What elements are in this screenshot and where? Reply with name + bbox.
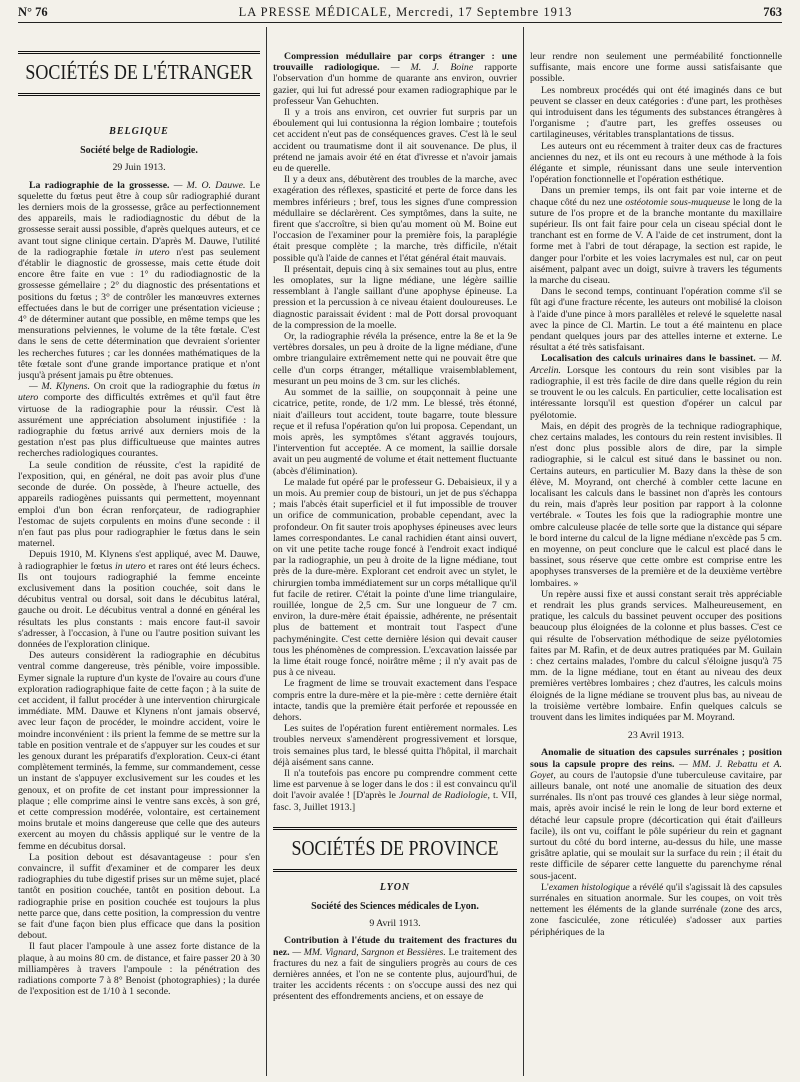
country-heading: BELGIQUE [109,126,169,137]
article-author: — MM. J. Rebattu et A. Goyet, [530,758,782,781]
emphasis-text: ostéotomie sous-muqueuse [625,196,731,208]
paragraph-text: comporte des difficultés extrêmes et qu'il faut être virtuose de la radiographie pour la réussir. C'est là assurément une appréciation absolument injustifiée : la radiographie du fœtus arrivé aux derniers mois de la gestation n'est pas plus difficultueuse que maintes autres recherches radiologiques courantes. [18,392,260,460]
paragraph: Les auteurs ont eu récemment à traiter deux cas de fractures anciennes du nez, et ils ont eu recours à une méthode à la fois élégante et simple, réunissant dans une seule intervention l'opération fonctionnelle et l'opération esthétique. [530,140,782,186]
session-date: 9 Avril 1913. [369,918,421,930]
paragraph: Il y a deux ans, débutèrent des troubles de la marche, avec exagération des réflexes, spasticité et perte de force dans les membres inférieurs ; bref, tous les signes d'une compression médullaire se déclarèrent. Ces symptômes, dans la suite, ne firent que s'accroître, si bien qu'au moment où M. Boine eut l'occasion de l'examiner pour la première fois, la paraplégie était presque complète ; la marche, très difficile, n'était possible qu'à l'aide de cannes et l'état général était mauvais. [273,174,517,264]
section-heading-etranger [18,51,260,96]
article-title: Contribution à l'étude du traitement des fractures du nez. [273,935,517,958]
emphasis-text: in utero [115,560,146,572]
article-fractures-nez [273,935,517,1002]
paragraph-continued: leur rendre non seulement une perméabilité fonctionnelle suffisante, mais encore une forme aussi satisfaisante que possible. [530,51,782,85]
paragraph: Les nombreux procédés qui ont été imaginés dans ce but peuvent se classer en deux catégories : d'une part, les prothèses qui introduisent dans les téguments des substances étrangères à l'organisme ; d'autre part, les greffes osseuses ou cartilagineuses, véritables transplantations de tissus. [530,84,782,141]
session-date: 29 Juin 1913. [112,162,166,174]
paragraph: La seule condition de réussite, c'est la rapidité de l'exposition, qui, en général, ne doit pas avoir plus d'une seconde de durée. On possède, à l'heure actuelle, des appareils radiogènes puissants qui permettent, moyennant emploi d'un bon écran renforçateur, de radiographier l'estomac de sujets corpulents en moins d'une seconde : il n'en faut pas plus pour radiographier le fœtus dans le sein maternel. [18,459,260,550]
article-author: — M. J. Boine [390,62,474,74]
journal-title-line: LA PRESSE MÉDICALE, Mercredi, 17 Septembre 1913 [238,5,573,19]
paragraph [18,549,260,650]
paragraph: Or, la radiographie révéla la présence, entre la 8e et la 9e vertèbres dorsales, un peu à droite de la ligne médiane, d'une ombre triangulaire extrêmement nette qui ne pouvait être que celle d'un corps étranger, métallique vraisemblablement, mesurant un peu moins de 3 cm. sur les clichés. [273,331,517,387]
page-header [18,3,782,23]
paragraph-text: le long de la suture de l'os propre et de la branche montante du maxillaire supérieur. Ils ont fait faire pour cela un ciseau spécial dont le tranchant est en forme de V. A l'aide de cet instrument, dont la forme met à l'abri de tout dérapage, la section est rapide, le danger pour l'orbite et les voies lacrymales est nul, car on peut aisément, palpant avec un doigt, suivre à travers les téguments la marche du ciseau. [530,196,782,287]
paragraph-text: au cours de l'autopsie d'une tuberculeuse cavitaire, par ailleurs banale, ont noté une anomalie de situation des deux surrénales. Ils n'ont pas trouvé ces glandes à leur siège normal, mais, après avoir incisé le rein le long de leur bord externe et détaché leur capsule propre (décortication qui était d'ailleurs facile), ils ont vu, coiffant le pôle supérieur du rein et gagnant surtout du côté du bord interne, au-dessus du hile, une masse grisâtre aplatie, qui se moulait sur la surface du rein ; il était du reste difficile de séparer cette languette du parenchyme rénal sous-jacent. [530,769,782,882]
paragraph: Il présentait, depuis cinq à six semaines tout au plus, entre les omoplates, sur la ligne médiane, une légère saillie ressemblant à l'angle saillant d'une apophyse épineuse. La pression et la percussion à ce niveau étaient douloureuses. Le diagnostic paraissait évident : mal de Pott dorsal provoquant de la compression de la moelle. [273,263,517,331]
article-title: Localisation des calculs urinaires dans le bassinet. [541,353,756,365]
paragraph-text: Lorsque les contours du rein sont visibles par la radiographie, il est très facile de dire dans quelle région du rein se trouvent le ou les calculs. En particulier, cette localisation est intéressante lorsqu'il est question d'opérer un calcul par pyélotomie. [530,364,782,421]
paragraph: Le malade fut opéré par le professeur G. Debaisieux, il y a un mois. Au premier coup de bistouri, un jet de pus s'échappa ; mais l'abcès était superficiel et il fut impossible de trouver un orifice de communication, probable cependant, avec la profondeur. On fit sauter trois apophyses épineuses avec leurs lames correspondantes. Le canal rachidien étant ainsi ouvert, on vit une petite tache rouge foncé à l'endroit exact indiqué par la radiographie, un peu à droite de la ligne médiane, tout près de la dure-mère. Explorant cet endroit avec un stylet, le chirurgien tomba immédiatement sur un corps métallique qu'il fut facile de retirer. C'était la pointe d'une lime triangulaire, rouillée, longue de 2,5 cm. Sur une longueur de 7 cm. environ, la dure-mère était épaissie, adhérente, ne présentait plus de battement et montrait tout l'aspect d'une pachyméningite. C'est cette dernière lésion qui devait causer tous les phénomènes de compression. L'excavation laissée par la lime était rouge foncé, noirâtre même ; il n'y avait pas de pus à ce niveau. [273,476,517,679]
paragraph [530,185,782,286]
paragraph-text: Le squelette du fœtus peut être à coup sûr radiographié durant les derniers mois de la grossesse, grâce au perfectionnement des appareils, mais le radiodiagnostic du début de la grossesse serait aussi possible, d'après quelques auteurs, et ce avant tout signe clinique certain. D'après M. Dauwe, l'utilité de la radiographie fœtale [18,179,260,258]
society-name: Société des Sciences médicales de Lyon. [311,901,479,913]
columns [18,27,782,1076]
paragraph: Les suites de l'opération furent entièrement normales. Les troubles nerveux s'amendèrent progressivement et lorsque, trois semaines plus tard, le blessé quitta l'hôpital, il marchait déjà aisément sans canne. [273,723,517,768]
article-compression-medullaire [273,51,517,107]
session-date: 23 Avril 1913. [627,730,685,742]
paragraph-text: Depuis 1910, M. Klynens s'est appliqué, avec M. Dauwe, à radiographier le fœtus [18,549,260,572]
column-3 [524,27,782,1076]
paragraph-text: On croit que la radiographie du fœtus [93,381,249,393]
paragraph-text: Il n'a toutefois pas encore pu comprendre comment cette lime est parvenue à se loger dans le dos : il est convaincu qu'il doit l'avoir avalée ! [D'après le [273,768,517,802]
paragraph [273,768,517,813]
paragraph-text: Le traitement des fractures du nez a fait de singuliers progrès au cours de ces dernières années, et l'on ne se contente plus, aujourd'hui, de traiter les accidents récents : on s'occupe aussi des nez qui présentent des effondrements anciens, et on essaye de [273,946,517,1003]
column-2 [267,27,524,1076]
paragraph: Un repère aussi fixe et aussi constant serait très appréciable et rendrait les plus grands services. Malheureusement, en pratique, les calculs du bassinet peuvent occuper des positions beaucoup plus éloignées de la colonne et plus basses. C'est ce qui résulte de l'observation méthodique de seize pyélotomies faites par M. Rafin, et de deux autres pratiquées par M. Guilain : chez certains malades, l'ombre du calcul s'éloigne jusqu'à 75 mm. de la ligne médiane, tout en étant au niveau des deux premières vertèbres lombaires ; chez d'autres, les calculs moins éloignés de la ligne médiane se trouvent plus bas, au niveau de la troisième vertèbre lombaire. Enfin quelques calculs se trouvent dans les limites indiquées par M. Moyrand. [530,588,782,723]
paragraph-text: n'est pas seulement d'établir le diagnostic de grossesse, mais cette étude doit encore être faite en vue : 1° du radiodiagnostic de la grossesse gémellaire ; 2° du diagnostic des présentations et positions du fœtus ; 3° de contrôler les manœuvres externes effectuées dans le but de corriger une présentation vicieuse ; 4° de déterminer autant que possible, en même temps que les mensurations pelviennes, le volume de la tête fœtale. C'est dans le sens de cette détermination que devraient s'orienter les recherches futures ; car les données mathématiques de la tête fœtale sont d'une grande importance pratique et n'ont jusqu'à présent jamais pu être obtenues. [18,246,261,382]
section-heading-province [273,827,517,872]
society-name: Société belge de Radiologie. [80,145,198,157]
paragraph: La position debout est désavantageuse : pour s'en convaincre, il suffit d'examiner et de comparer les deux radiographies du tube digestif prises sur un même sujet, placé tantôt en position couchée, tantôt en position debout. La radiographie prise en position couchée est toujours la plus nette parce que, dans cette position, la compression du ventre se fait d'une façon bien plus efficace que dans la position debout. [18,851,260,942]
paragraph: Dans le second temps, continuant l'opération comme s'il se fût agi d'une fracture récente, les auteurs ont mobilisé la cloison à l'aide d'une pince à mors parallèles et relevé le squelette nasal avec la pince de Cl. Martin. Le tout a été maintenu en place pendant quelques jours par des attelles interne et externe. Le résultat a été très satisfaisant. [530,286,782,354]
city-heading: LYON [379,881,411,893]
section-heading-text: SOCIÉTÉS DE PROVINCE [291,835,499,860]
paragraph-text: L' [541,881,549,893]
page-number: 763 [763,5,782,19]
paragraph: Il faut placer l'ampoule à une assez forte distance de la plaque, à au moins 80 cm. de distance, et faire passer 20 à 30 milliampères à travers l'ampoule : la pénétration des radiations comporte 7 à 8° Benoist (photographies) ; la durée de l'exposition est de 1/10 à 1 seconde. [18,941,260,998]
paragraph-text: t. VII, fasc. 3, Juillet 1913.] [273,790,517,813]
article-title: Anomalie de situation des capsules surrénales ; position sous la capsule propre des reins. [530,747,782,770]
paragraph [530,882,782,938]
paragraph: Au sommet de la saillie, on soupçonnait à peine une cicatrice, petite, ronde, de 1/2 mm. Le blessé, très étonné, niait d'ailleurs tout accident, toute bagarre, toute blessure reçue et il refusa l'opération qu'on lui proposa. Cependant, un mois après, les symptômes s'étant aggravés toujours, l'intervention fut acceptée. A ce moment, la saillie dorsale avait un peu augmenté de volume et était nettement fluctuante (abcès d'élimination). [273,387,517,477]
article-author: — MM. Vignard, Sargnon et Bessières. [292,946,446,958]
article-radiographie-grossesse [18,180,260,382]
column-1 [18,27,267,1076]
article-author: — M. Klynens. [29,381,90,393]
article-title: Compression médullaire par corps étranger : une trouvaille radiologique. [273,51,517,74]
article-calculs-urinaires [530,353,782,420]
paragraph: Des auteurs considèrent la radiographie en décubitus ventral comme dangereuse, très pénible, voire impossible. Eymer signale la rupture d'un kyste de l'ovaire au cours d'une exploration radiographique faite de cette façon ; à la suite de cet accident, il fallut procéder à une intervention chirurgicale immédiate. MM. Dauwe et Klynens n'ont jamais observé, avec leur façon de procéder, le moindre accident, voire le moindre inconvénient : ils prient la femme de se mettre sur la table en position ventrale et de s'appuyer sur les coudes et sur les genoux durant les préparatifs d'exploration. Ceux-ci étant complètement terminés, la femme, sur commandement, cesse un instant de s'appuyer exclusivement sur les coudes et les genoux, et on profite de cet instant pour impressionner la plaque ; elle comprime ainsi le ventre sans excès, à son gré, et cette compression modérée, volontaire, est certainement moins brutale et moins dangereuse que celle que des auteurs exercent au moyen du châssis appliqué sur le ventre de la femme en décubitus dorsal. [18,650,260,852]
paragraph-text: a révélé qu'il s'agissait là des capsules surrénales en situation anormale. Sur les coupes, on voit très nettement les éléments de la glande surrénale (zone des arcs, zone fasciculée, zone réticulée) s'adosser aux parties périphériques de la [530,881,782,938]
paragraph-text: et rares ont été leurs échecs. Ils ont toujours radiographié la femme enceinte exclusivement dans la position couchée, soit dans le décubitus ventral ou dorsal, soit dans le décubitus latéral, gauche ou droit. Le décubitus ventral a donné en général les résultats les plus constants : mais encore faut-il savoir s'adresser, à l'occasion, à l'une ou l'autre position suivant les données de l'exploration clinique. [18,560,261,650]
paragraph-text: rapporte l'observation d'un homme de quarante ans environ, ouvrier gazier, qui lui fut adressé pour examen radiographique par le professeur Van Gehuchten. [273,62,517,107]
article-capsules-surrenales [530,747,782,881]
article-title: La radiographie de la grossesse. [29,179,170,191]
article-author: — M. Arcelin. [530,353,782,376]
emphasis-text: in utero [135,246,170,258]
article-author: — M. O. Dauwe. [173,179,246,191]
section-heading-text: SOCIÉTÉS DE L'ÉTRANGER [25,60,253,84]
issue-number: N° 76 [18,5,48,19]
emphasis-text: examen histologique [548,881,630,893]
emphasis-text: in utero [18,381,260,404]
paragraph-text: Dans un premier temps, ils ont fait par voie interne et de chaque côté du nez une [530,185,782,208]
paragraph: Mais, en dépit des progrès de la technique radiographique, chez certains malades, les contours du rein restent invisibles. Il n'est donc plus possible alors de dire, par la simple radiographie, si le calcul est situé dans le bassinet ou non. Certains auteurs, en particulier M. Bazy dans la thèse de son élève, M. Moyrand, ont cherché à combler cette lacune en localisant les calculs dans le bassinet non d'après les contours du rein, mais d'après leur position par rapport à la colonne vertébrale. « Toutes les fois que la radiographie montre une ombre calculeuse placée de telle sorte que la distance qui sépare le bord interne du calcul de la ligne médiane n'excède pas 5 cm. en moyenne, on peut conclure que le calcul est placé dans le bassinet, sous réserve que cette ombre est comprise entre les apophyses transverses de la première et de la deuxième vertèbre lombaires. » [530,420,782,589]
paragraph: Le fragment de lime se trouvait exactement dans l'espace compris entre la dure-mère et la pie-mère : cette dernière était intacte, tandis que la première était perforée et repoussée en dehors. [273,678,517,723]
paragraph [18,381,260,459]
paragraph: Il y a trois ans environ, cet ouvrier fut surpris par un éboulement qui lui contusionna la région lombaire ; toutefois cet accident n'eut pas de conséquences graves. C'est là le seul accident ou traumatisme dont il ait souvenance. De plus, il prétend ne jamais avoir été en état d'ivresse et n'avoir jamais eu de querelle. [273,107,517,175]
journal-reference: Journal de Radiologie, [398,790,490,802]
